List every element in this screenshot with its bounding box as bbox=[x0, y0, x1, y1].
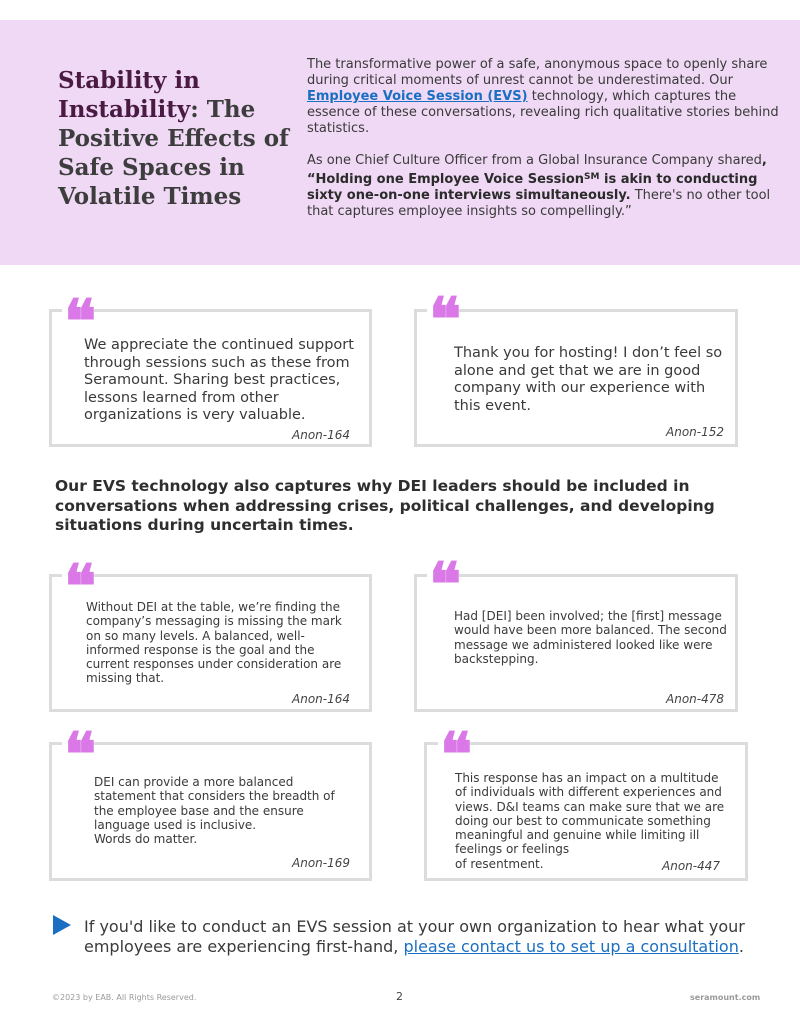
quote-mark-icon: ❝ bbox=[62, 557, 94, 617]
page-title-strong: Stability in Instability bbox=[58, 67, 200, 123]
service-mark: SM bbox=[584, 172, 600, 182]
quote-mark-icon: ❝ bbox=[438, 725, 470, 785]
quote-author: Anon-478 bbox=[666, 692, 724, 706]
cta-after: . bbox=[738, 936, 744, 956]
quote-mark-icon: ❝ bbox=[427, 290, 459, 350]
quote-text: DEI can provide a more balanced statement that considers the breadth of the employee base and the ensure language used is inclusive. Words do matter. bbox=[94, 775, 335, 847]
intro-paragraph-2 bbox=[307, 153, 782, 220]
intro-p2-bold: , “Holding one Employee Voice Session bbox=[307, 153, 767, 187]
play-arrow-icon bbox=[53, 915, 71, 935]
evs-link[interactable]: Employee Voice Session (EVS) bbox=[307, 89, 528, 104]
intro-p2-before: As one Chief Culture Officer from a Global Insurance Company shared bbox=[307, 153, 762, 168]
quote-author: Anon-447 bbox=[662, 859, 720, 873]
quote-text: This response has an impact on a multitude of individuals with different experiences and views. D&I teams can make sure that we are doing our best to communicate something meaningful and genuine while limiting ill feelings or feelings of resentment. bbox=[455, 771, 725, 871]
cta-text bbox=[84, 917, 774, 956]
intro-p2-bold-2: is akin to conducting sixty one-on-one interviews simultaneously. bbox=[307, 172, 758, 203]
page-number: 2 bbox=[396, 990, 403, 1003]
quote-text: We appreciate the continued support through sessions such as these from Seramount. Sharing best practices, lessons learned from other organizations is very valuable. bbox=[84, 337, 354, 423]
quote-mark-icon: ❝ bbox=[427, 555, 459, 615]
quote-text: Had [DEI] been involved; the [first] message would have been more balanced. The second message we administered looked like were backstepping. bbox=[454, 609, 727, 666]
quote-mark-icon: ❝ bbox=[62, 292, 94, 352]
quote-text: Thank you for hosting! I don’t feel so alone and get that we are in good company with our experience with this event. bbox=[454, 345, 723, 414]
quote-author: Anon-152 bbox=[666, 425, 724, 439]
page-title-rest: : The Positive Effects of Safe Spaces in Volatile Times bbox=[58, 96, 289, 210]
intro-text bbox=[307, 57, 782, 236]
intro-paragraph-1 bbox=[307, 57, 782, 137]
consultation-link[interactable]: please contact us to set up a consultation bbox=[403, 936, 739, 956]
intro-p2-after: There's no other tool that captures employee insights so compellingly.” bbox=[307, 188, 771, 219]
quote-text: Without DEI at the table, we’re finding the company’s messaging is missing the mark on so many levels. A balanced, well-informed response is the goal and the current responses under consideration are missing that. bbox=[86, 600, 342, 686]
footer-copyright: ©2023 by EAB. All Rights Reserved. bbox=[52, 993, 197, 1002]
cta-before: If you'd like to conduct an EVS session at your own organization to hear what your employees are experiencing first-hand, bbox=[84, 917, 745, 956]
section-heading: Our EVS technology also captures why DEI leaders should be included in conversations when addressing crises, political challenges, and developing situations during uncertain times. bbox=[55, 477, 715, 534]
quote-mark-icon: ❝ bbox=[62, 725, 94, 785]
page-title bbox=[58, 66, 298, 211]
footer-site: seramount.com bbox=[690, 993, 761, 1002]
quote-author: Anon-169 bbox=[292, 856, 350, 870]
intro-p1-before: The transformative power of a safe, anonymous space to openly share during critical moments of unrest cannot be underestimated. Our bbox=[307, 57, 768, 88]
intro-p1-after: technology, which captures the essence of these conversations, revealing rich qualitative stories behind statistics. bbox=[307, 89, 779, 136]
quote-author: Anon-164 bbox=[292, 692, 350, 706]
quote-author: Anon-164 bbox=[292, 428, 350, 442]
